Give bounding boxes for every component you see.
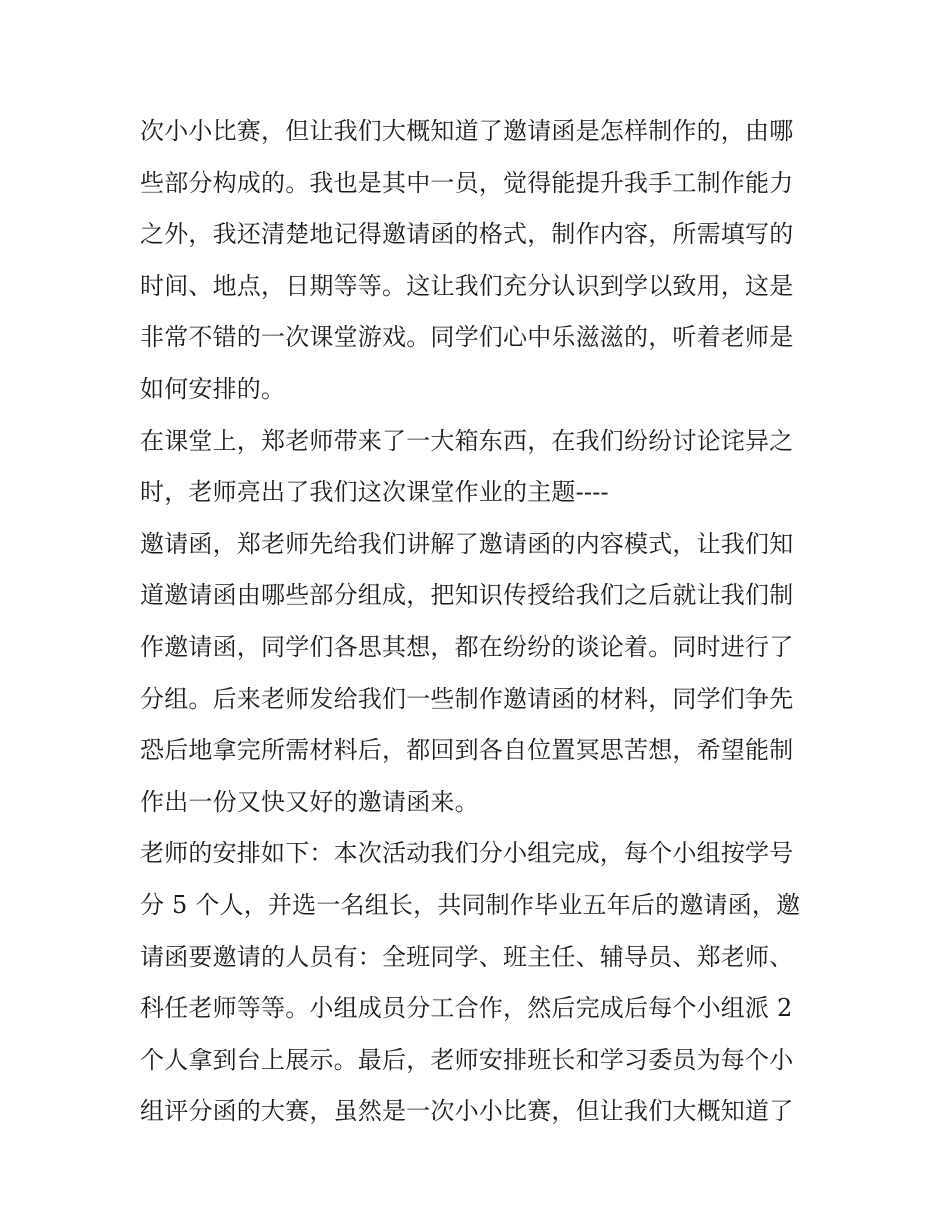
- text-line: 请函要邀请的人员有：全班同学、班主任、辅导员、郑老师、: [140, 942, 794, 971]
- text-line: 分组。后来老师发给我们一些制作邀请函的材料，同学们争先: [140, 684, 794, 713]
- text-line: 之外，我还清楚地记得邀请函的格式，制作内容，所需填写的: [140, 220, 794, 249]
- text-line: 恐后地拿完所需材料后，都回到各自位置冥思苦想，希望能制: [140, 736, 794, 765]
- text-line: 时，老师亮出了我们这次课堂作业的主题----: [140, 478, 609, 507]
- text-line: 在课堂上，郑老师带来了一大箱东西，在我们纷纷讨论诧异之: [140, 426, 794, 455]
- text-line: 道邀请函由哪些部分组成，把知识传授给我们之后就让我们制: [140, 581, 794, 610]
- text-line: 作邀请函，同学们各思其想，都在纷纷的谈论着。同时进行了: [140, 632, 794, 661]
- text-line: 科任老师等等。小组成员分工合作，然后完成后每个小组派 2: [140, 994, 793, 1023]
- text-line: 如何安排的。: [140, 374, 286, 403]
- text-line: 个人拿到台上展示。最后，老师安排班长和学习委员为每个小: [140, 1045, 794, 1074]
- text-line: 次小小比赛，但让我们大概知道了邀请函是怎样制作的，由哪: [140, 117, 794, 145]
- text-line: 作出一份又快又好的邀请函来。: [140, 787, 479, 816]
- text-line: 时间、地点，日期等等。这让我们充分认识到学以致用，这是: [140, 271, 794, 300]
- text-line: 组评分函的大赛，虽然是一次小小比赛，但让我们大概知道了: [140, 1097, 794, 1126]
- text-line: 些部分构成的。我也是其中一员，觉得能提升我手工制作能力: [140, 168, 794, 197]
- document-body: [140, 106, 820, 1138]
- text-line: 分 5 个人，并选一名组长，共同制作毕业五年后的邀请函，邀: [140, 890, 801, 919]
- text-line: 非常不错的一次课堂游戏。同学们心中乐滋滋的，听着老师是: [140, 323, 794, 352]
- text-line: 邀请函，郑老师先给我们讲解了邀请函的内容模式，让我们知: [140, 529, 794, 558]
- text-line: 老师的安排如下：本次活动我们分小组完成，每个小组按学号: [140, 839, 794, 868]
